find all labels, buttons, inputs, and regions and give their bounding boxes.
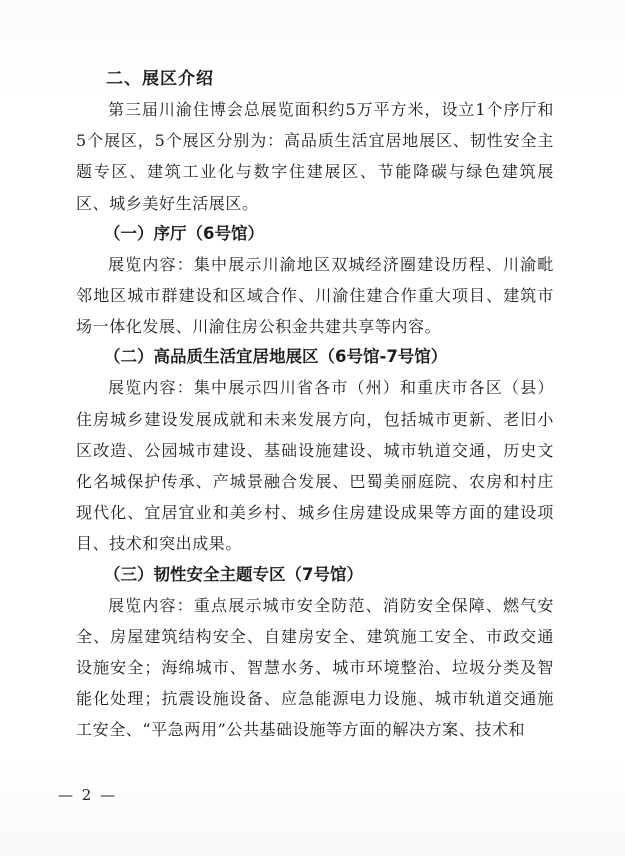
intro-paragraph: 第三届川渝住博会总展览面积约5万平方米，设立1个序厅和5个展区，5个展区分别为：高品质生活宜居地展区、韧性安全主题专区、建筑工业化与数字住建展区、节能降碳与绿色建筑展区、城乡美好生活展区。 bbox=[76, 100, 554, 213]
document-body bbox=[76, 64, 554, 746]
hall-3-title: （三）韧性安全主题专区（7号馆） bbox=[104, 564, 363, 584]
hall-3-content: 展览内容：重点展示城市安全防范、消防安全保障、燃气安全、房屋建筑结构安全、自建房安全、建筑施工安全、市政交通设施安全；海绵城市、智慧水务、城市环境整治、垃圾分类及智能化处理；抗震设施设备、应急能源电力设施、城市轨道交通施工安全、“平急两用”公共基础设施等方面的解决方案、技术和 bbox=[76, 595, 554, 740]
hall-1-content: 展览内容：集中展示川渝地区双城经济圈建设历程、川渝毗邻地区城市群建设和区域合作、川渝住建合作重大项目、建筑市场一体化发展、川渝住房公积金共建共享等内容。 bbox=[76, 254, 554, 337]
page-number: — 2 — bbox=[58, 786, 118, 804]
hall-2-content: 展览内容：集中展示四川省各市（州）和重庆市各区（县）住房城乡建设发展成就和未来发展方向，包括城市更新、老旧小区改造、公园城市建设、基础设施建设、城市轨道交通，历史文化名城保护传承、产城景融合发展、巴蜀美丽庭院、农房和村庄现代化、宜居宜业和美乡村、城乡住房建设成果等方面的建设项目、技术和突出成果。 bbox=[76, 378, 554, 554]
hall-1-title: （一）序厅（6号馆） bbox=[104, 223, 264, 243]
section-heading: 二、展区介绍 bbox=[106, 69, 214, 89]
hall-2-title: （二）高品质生活宜居地展区（6号馆-7号馆） bbox=[104, 347, 448, 367]
